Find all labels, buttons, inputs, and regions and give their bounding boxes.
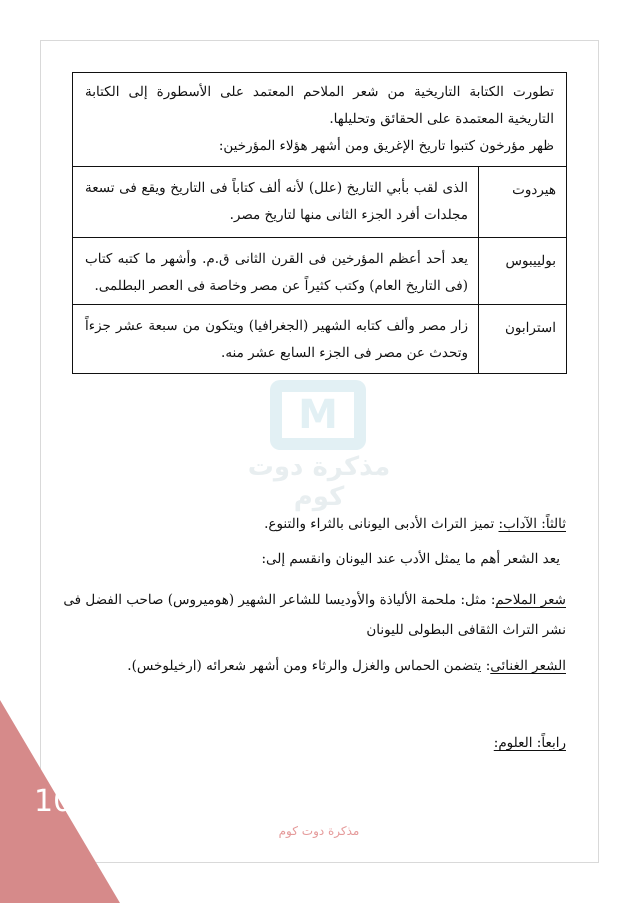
historian-name: بولييبوس [478, 238, 566, 304]
watermark-logo-letter: M [298, 392, 338, 438]
section-heading: رابعاً: العلوم: [493, 735, 566, 751]
footer-watermark: مذكرة دوت كوم [278, 824, 360, 838]
historian-description: زار مصر وألف كتابه الشهير (الجغرافيا) ويتكون من سبعة عشر جزءاً وتحدث عن مصر فى الجزء السابع عشر منه. [85, 318, 468, 361]
watermark-logo [270, 380, 366, 450]
section-sciences [494, 731, 566, 755]
table-intro-paragraph: تطورت الكتابة التاريخية من شعر الملاحم المعتمد على الأسطورة إلى الكتابة التاريخية المعتمدة على الحقائق وتحليلها. [85, 84, 554, 127]
section-literature [264, 512, 566, 536]
historian-description: يعد أحد أعظم المؤرخين فى القرن الثانى ق.م. وأشهر ما كتبه كتاب (فى التاريخ العام) وكتب كثيراً عن مصر وخاصة فى العصر البطلمى. [85, 251, 468, 294]
lyric-poetry-line [127, 654, 566, 678]
section-text: تميز التراث الأدبى اليونانى بالثراء والتنوع. [264, 516, 495, 532]
poetry-intro: يعد الشعر أهم ما يمثل الأدب عند اليونان وانقسم إلى: [261, 551, 560, 567]
epic-poetry-line [63, 588, 566, 612]
historian-description: الذى لقب بأبي التاريخ (علل) لأنه ألف كتاباً فى التاريخ ويقع فى تسعة مجلدات أفرد الجزء الثانى منها لتاريخ مصر. [85, 180, 468, 223]
historian-name: استرابون [478, 305, 566, 373]
lyric-poetry-label: الشعر الغنائى [490, 658, 566, 674]
watermark-text: مذكرة دوت كوم [247, 452, 391, 512]
epic-poetry-text: : مثل: ملحمة الألياذة والأوديسا للشاعر الشهير (هوميروس) صاحب الفضل فى [63, 592, 496, 608]
table-intro-lead: ظهر مؤرخون كتبوا تاريخ الإغريق ومن أشهر هؤلاء المؤرخين: [218, 138, 554, 154]
table-intro [73, 73, 566, 167]
table-row [73, 238, 566, 305]
table-row [73, 167, 566, 238]
table-row [73, 305, 566, 373]
epic-poetry-label: شعر الملاحم [495, 592, 566, 608]
page-number: 101 [34, 784, 92, 819]
historians-table [72, 72, 567, 374]
section-heading: ثالثاً: الآداب: [498, 516, 566, 532]
lyric-poetry-text: : يتضمن الحماس والغزل والرثاء ومن أشهر شعرائه (ارخيلوخس). [127, 658, 491, 674]
epic-poetry-continuation: نشر التراث الثقافى البطولى لليونان [366, 622, 566, 638]
historian-name: هيردوت [478, 167, 566, 237]
